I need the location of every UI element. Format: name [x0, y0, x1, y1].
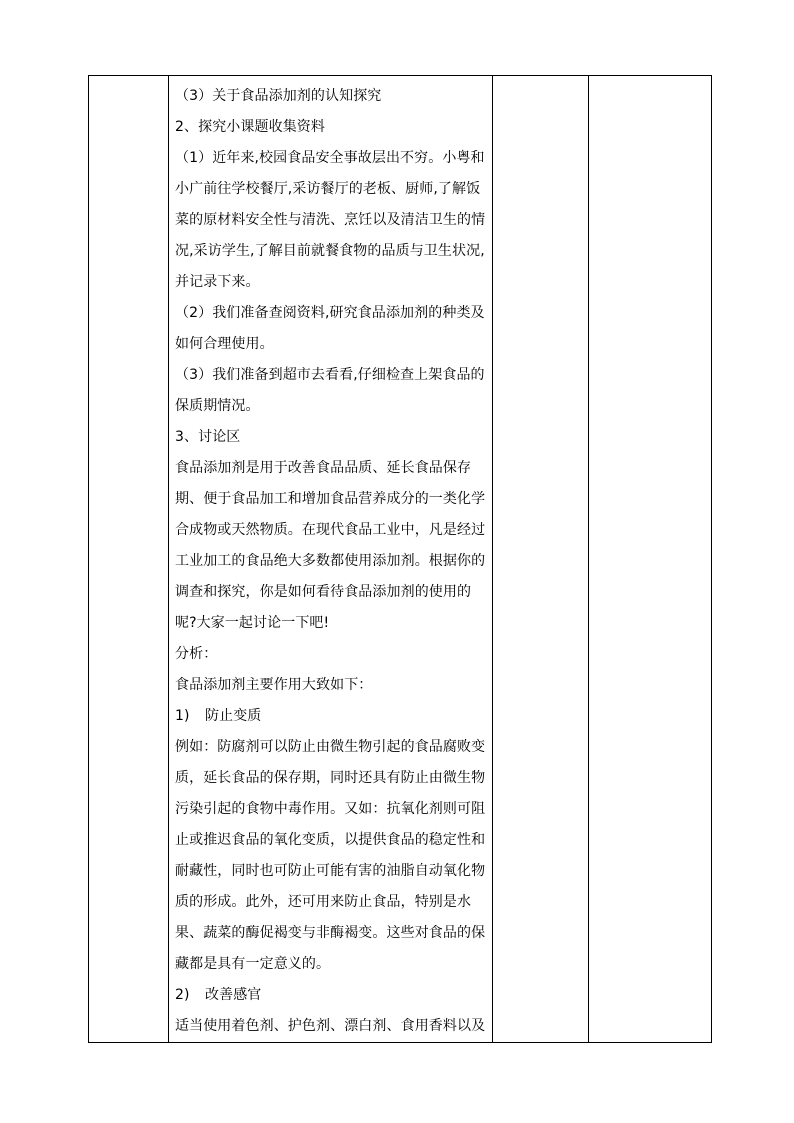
- list-item-number: 2): [175, 987, 190, 1003]
- paragraph-item-3: （3）我们准备到超市去看看,仔细检查上架食品的保质期情况。: [175, 367, 485, 414]
- paragraph-functions-intro: 食品添加剂主要作用大致如下：: [175, 677, 373, 693]
- content-body: [169, 76, 492, 1042]
- paragraph-heading-3: 3、讨论区: [175, 429, 241, 445]
- paragraph-item-2: （2）我们准备查阅资料,研究食品添加剂的种类及如何合理使用。: [175, 305, 485, 352]
- paragraph-item-1: （1）近年来,校园食品安全事故层出不穷。小粤和小广前往学校餐厅,采访餐厅的老板、厨师,了解饭菜的原材料安全性与清洗、烹饪以及清洁卫生的情况,采访学生,了解目前就餐食物的品质与卫生状况,并记录下来。: [175, 150, 486, 290]
- list-item-label: 防止变质: [205, 708, 262, 724]
- paragraph-analysis-label: 分析：: [175, 646, 218, 662]
- table-row: [89, 76, 712, 1043]
- paragraph-heading-2: 2、探究小课题收集资料: [175, 119, 326, 135]
- empty-cell-right: [589, 76, 712, 1043]
- paragraph-preservation-example: 例如：防腐剂可以防止由微生物引起的食品腐败变质，延长食品的保存期，同时还具有防止由微生物污染引起的食物中毒作用。又如：抗氧化剂则可阻止或推迟食品的氧化变质，以提供食品的稳定性和耐藏性，同时也可防止可能有害的油脂自动氧化物质的形成。此外，还可用来防止食品，特别是水果、蔬菜的酶促褐变与非酶褐变。这些对食品的保藏都是具有一定意义的。: [175, 739, 486, 972]
- paragraph-subsection-3: （3）关于食品添加剂的认知探究: [175, 88, 382, 104]
- paragraph-discussion: 食品添加剂是用于改善食品品质、延长食品保存期、便于食品加工和增加食品营养成分的一类化学合成物或天然物质。在现代食品工业中，凡是经过工业加工的食品绝大多数都使用添加剂。根据你的调查和探究，你是如何看待食品添加剂的使用的呢?大家一起讨论一下吧!: [175, 460, 486, 631]
- paragraph-senses-text: 适当使用着色剂、护色剂、漂白剂、食用香料以及: [175, 1018, 486, 1034]
- content-cell: [169, 76, 493, 1043]
- list-item-number: 1): [175, 708, 190, 724]
- document-table: [88, 75, 712, 1043]
- list-item-improve-senses: [175, 980, 486, 1011]
- list-item-prevent-spoilage: [175, 701, 486, 732]
- list-item-label: 改善感官: [205, 987, 262, 1003]
- empty-cell-left: [89, 76, 169, 1043]
- empty-cell-middle: [493, 76, 589, 1043]
